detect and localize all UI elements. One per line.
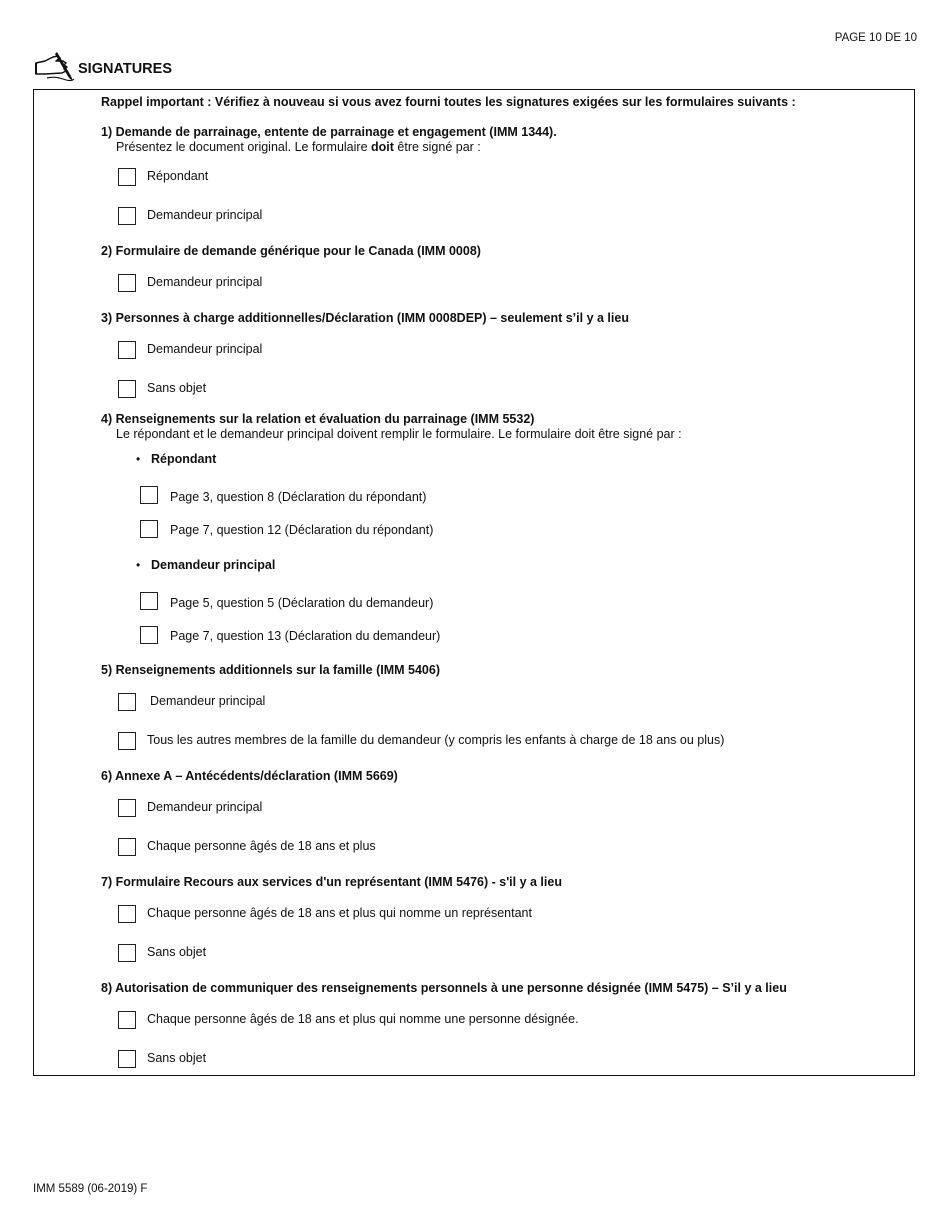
checkbox-s7-sans-objet[interactable]: [118, 944, 136, 962]
section-4-title: 4) Renseignements sur la relation et évaluation du parrainage (IMM 5532): [101, 412, 535, 426]
checkbox-s6-chaque-personne[interactable]: [118, 838, 136, 856]
page-number: PAGE 10 DE 10: [834, 32, 917, 44]
form-code-footer: IMM 5589 (06-2019) F: [33, 1183, 148, 1195]
checkbox-s7-chaque-personne[interactable]: [118, 905, 136, 923]
checkbox-label: Demandeur principal: [147, 208, 263, 222]
group-label-demandeur: Demandeur principal: [151, 558, 276, 572]
checkbox-label: Demandeur principal: [147, 275, 263, 289]
section-6-title: 6) Annexe A – Antécédents/déclaration (IMM 5669): [101, 769, 398, 783]
section-3-title: 3) Personnes à charge additionnelles/Déclaration (IMM 0008DEP) – seulement s’il y a lieu: [101, 311, 629, 325]
checkbox-s8-sans-objet[interactable]: [118, 1050, 136, 1068]
section-2-title: 2) Formulaire de demande générique pour le Canada (IMM 0008): [101, 244, 481, 258]
checkbox-label: Chaque personne âgés de 18 ans et plus qui nomme une personne désignée.: [147, 1012, 579, 1026]
writing-hand-icon: [33, 49, 75, 83]
checkbox-s4-page7-q13[interactable]: [140, 626, 158, 644]
bullet-icon: •: [136, 558, 141, 572]
group-label-repondant: Répondant: [151, 452, 217, 466]
checkbox-s5-autres-membres[interactable]: [118, 732, 136, 750]
section-4-note: Le répondant et le demandeur principal doivent remplir le formulaire. Le formulaire doit être signé par :: [116, 427, 682, 441]
checkbox-s6-demandeur-principal[interactable]: [118, 799, 136, 817]
checkbox-label: Demandeur principal: [147, 342, 263, 356]
checkbox-label: Page 7, question 12 (Déclaration du répondant): [170, 523, 434, 537]
checkbox-s3-sans-objet[interactable]: [118, 380, 136, 398]
checkbox-s3-demandeur-principal[interactable]: [118, 341, 136, 359]
checkbox-label: Page 7, question 13 (Déclaration du demandeur): [170, 629, 441, 643]
checkbox-label: Demandeur principal: [150, 694, 266, 708]
checkbox-s2-demandeur-principal[interactable]: [118, 274, 136, 292]
checkbox-s4-page7-q12[interactable]: [140, 520, 158, 538]
checkbox-label: Répondant: [147, 169, 209, 183]
signatures-checklist-frame: [33, 89, 915, 1076]
checkbox-label: Chaque personne âgés de 18 ans et plus qui nomme un représentant: [147, 906, 532, 920]
checkbox-s8-chaque-personne[interactable]: [118, 1011, 136, 1029]
checkbox-s5-demandeur-principal[interactable]: [118, 693, 136, 711]
section-title: SIGNATURES: [78, 61, 172, 77]
checkbox-label: Page 5, question 5 (Déclaration du demandeur): [170, 596, 434, 610]
reminder-text: Rappel important : Vérifiez à nouveau si vous avez fourni toutes les signatures exigées sur les formulaires suivants :: [101, 95, 796, 109]
checkbox-label: Page 3, question 8 (Déclaration du répondant): [170, 490, 427, 504]
checkbox-label: Sans objet: [147, 945, 207, 959]
checkbox-label: Chaque personne âgés de 18 ans et plus: [147, 839, 376, 853]
checkbox-label: Sans objet: [147, 381, 207, 395]
section-1-note: Présentez le document original. Le formulaire doit être signé par :: [116, 140, 481, 154]
section-7-title: 7) Formulaire Recours aux services d'un représentant (IMM 5476) - s'il y a lieu: [101, 875, 562, 889]
checkbox-label: Sans objet: [147, 1051, 207, 1065]
checkbox-label: Tous les autres membres de la famille du demandeur (y compris les enfants à charge de 18 ans ou plus): [147, 733, 725, 747]
section-1-title: 1) Demande de parrainage, entente de parrainage et engagement (IMM 1344).: [101, 125, 557, 139]
bullet-icon: •: [136, 452, 141, 466]
checkbox-s1-repondant[interactable]: [118, 168, 136, 186]
checkbox-s4-page3-q8[interactable]: [140, 486, 158, 504]
section-5-title: 5) Renseignements additionnels sur la famille (IMM 5406): [101, 663, 440, 677]
checkbox-label: Demandeur principal: [147, 800, 263, 814]
checkbox-s4-page5-q5[interactable]: [140, 592, 158, 610]
checkbox-s1-demandeur-principal[interactable]: [118, 207, 136, 225]
section-8-title: 8) Autorisation de communiquer des renseignements personnels à une personne désignée (IMM 5475) – S’il y a lieu: [101, 981, 787, 995]
